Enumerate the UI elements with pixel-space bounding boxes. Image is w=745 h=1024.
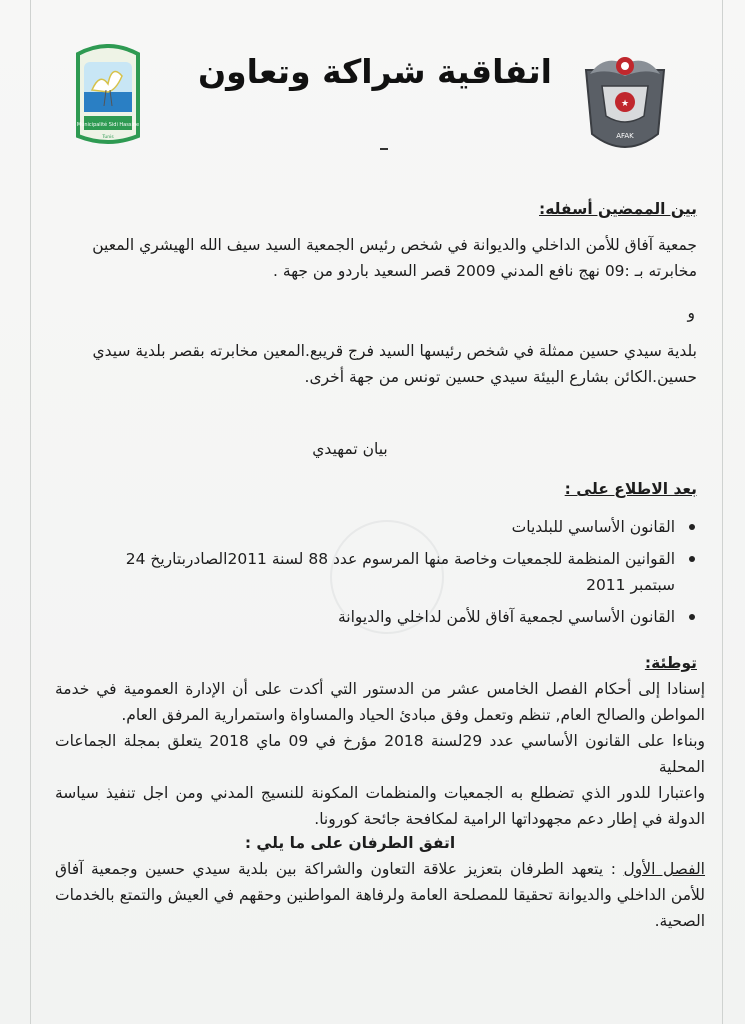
bullet-icon	[689, 556, 695, 562]
municipality-logo	[72, 44, 144, 148]
preamble-title: بيان تمهيدي	[312, 440, 388, 458]
review-item: القوانين المنظمة للجمعيات وخاصة منها المرسوم عدد 88 لسنة 2011الصادربتاريخ 24 سبتمبر 2011	[79, 546, 697, 598]
review-list	[79, 514, 697, 630]
review-heading: بعد الاطلاع على :	[564, 480, 697, 498]
article-one-text: : يتعهد الطرفان بتعزيز علاقة التعاون والشراكة بين بلدية سيدي حسين وجمعية آفاق للأمن الداخلي والديوانة تحقيقا للمصلحة العامة ولرفاهة المواطنين وحقهم في العيش والتمتع بالخدمات الصحية.	[55, 860, 705, 930]
article-one-label: الفصل الأول	[623, 860, 705, 878]
svg-text:★: ★	[620, 99, 630, 109]
intro-paragraph-3: واعتبارا للدور الذي تضطلع به الجمعيات والمنظمات المكونة للنسيج المدني ومن اجل تنفيذ سياسة الدولة في إطار دعم مجهوداتها الرامية لمكافحة جائحة كورونا.	[55, 784, 705, 828]
left-margin-line	[30, 0, 31, 1024]
municipality-logo-text: Municipalité Sidi Hassine	[76, 122, 140, 128]
agreement-heading: اتفق الطرفان على ما يلي :	[244, 834, 456, 852]
parties-heading: بين الممضين أسفله:	[539, 200, 697, 218]
document-title: اتفاقية شراكة وتعاون	[197, 52, 552, 91]
title-dash	[380, 148, 388, 150]
right-margin-line	[722, 0, 723, 1024]
intro-paragraph-1: إسنادا إلى أحكام الفصل الخامس عشر من الدستور التي أكدت على أن الإدارة العمومية في خدمة المواطن والصالح العام, تنظم وتعمل وفق مبادئ الحياد والمساواة واستمرارية المرفق العام.	[55, 680, 705, 724]
intro-paragraph-2: وبناءا على القانون الأساسي عدد 29لسنة 2018 مؤرخ في 09 ماي 2018 يتعلق بمجلة الجماعات المحلية	[55, 732, 706, 776]
party-one-paragraph: جمعية آفاق للأمن الداخلي والديوانة في شخص رئيس الجمعية السيد سيف الله الهيشري المعين مخابرته بـ :09 نهج نافع المدني 2009 قصر السعيد باردو من جهة .	[92, 236, 697, 280]
party-two-paragraph: بلدية سيدي حسين ممثلة في شخص رئيسها السيد فرج قريبع.المعين مخابرته بقصر بلدية سيدي حسين.الكائن بشارع البيئة سيدي حسين تونس من جهة أخرى.	[92, 342, 697, 386]
review-item: القانون الأساسي لجمعية آفاق للأمن لداخلي والديوانة	[79, 604, 697, 630]
bullet-icon	[689, 614, 695, 620]
conjunction-and: و	[687, 304, 695, 322]
afak-association-logo	[580, 50, 670, 160]
article-one	[55, 856, 705, 934]
svg-text:Tunis: Tunis	[102, 135, 114, 140]
review-item: القانون الأساسي للبلديات	[79, 514, 697, 540]
intro-heading: توطئة:	[644, 654, 697, 672]
afak-logo-text: AFAK	[616, 132, 634, 140]
bullet-icon	[689, 524, 695, 530]
